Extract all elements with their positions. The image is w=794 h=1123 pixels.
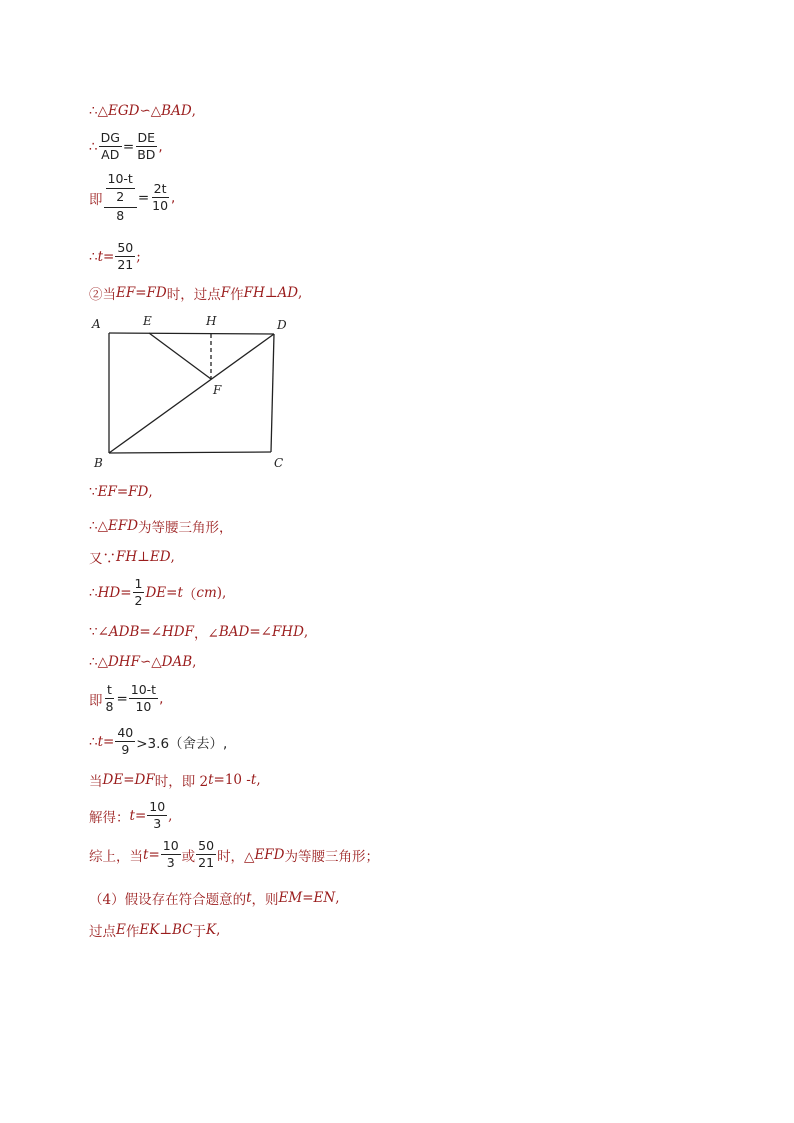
numerator: 1 — [133, 577, 145, 593]
segment-cb — [109, 452, 271, 453]
text: , — [159, 690, 164, 707]
label-e: E — [143, 314, 152, 328]
numerator: 2t — [152, 182, 169, 198]
denominator: 3 — [153, 816, 162, 832]
text: AD — [277, 285, 299, 301]
text: t — [97, 733, 104, 750]
text: cm — [196, 584, 217, 601]
text: DAB — [161, 654, 193, 670]
text: F — [220, 285, 231, 301]
numerator: 40 — [115, 726, 135, 742]
text: 即 — [89, 692, 103, 709]
text: EF — [97, 484, 117, 500]
text: 时，△ — [217, 848, 255, 865]
text: = — [166, 584, 178, 601]
text: BAD — [218, 624, 250, 640]
label-h: H — [206, 314, 217, 328]
numerator: DG — [99, 131, 122, 147]
text: = — [122, 138, 135, 155]
text: , — [216, 922, 221, 938]
text: 作 — [125, 924, 140, 940]
label-a: A — [92, 317, 101, 331]
text: , — [148, 484, 153, 500]
text: EFD — [107, 518, 139, 534]
text: 或 — [181, 848, 196, 865]
text: ∴ — [89, 733, 98, 750]
text: ADB — [108, 624, 140, 640]
text: =10 - — [213, 772, 251, 788]
text: = — [135, 285, 147, 301]
numerator: 50 — [115, 241, 135, 257]
text: =∠ — [139, 624, 163, 640]
text: t — [97, 248, 104, 265]
line-because-ef-fd — [89, 484, 153, 500]
text: = — [148, 846, 160, 863]
line-ratio-1 — [89, 131, 163, 163]
line-part-4 — [89, 888, 340, 908]
text: 又∵ — [89, 551, 116, 567]
denominator: 8 — [116, 207, 125, 223]
text: 时，过点 — [166, 287, 221, 303]
text: , — [191, 103, 196, 119]
rectangle-abcd — [109, 333, 274, 453]
denominator: 2 — [134, 593, 143, 609]
text: DE — [145, 584, 167, 601]
text: ，则 — [251, 892, 279, 908]
line-t-result-1 — [89, 241, 141, 273]
text: 为等腰三角形； — [284, 848, 379, 865]
line-hd-value — [89, 577, 226, 609]
text: ∴△ — [89, 518, 108, 534]
fraction-50-21 — [115, 241, 135, 273]
line-ratio-2 — [89, 683, 163, 715]
text: ⊥ — [159, 922, 173, 938]
denominator: 3 — [166, 855, 175, 871]
text: t — [143, 846, 149, 863]
text: EF — [116, 285, 136, 301]
text: t — [246, 890, 252, 906]
numerator: 10-t — [129, 683, 158, 699]
numerator — [104, 172, 137, 208]
text: 综上，当 — [89, 848, 143, 865]
text: 时，即 2 — [154, 774, 209, 790]
numerator: 50 — [196, 839, 216, 855]
text: （4）假设存在符合题意的 — [89, 892, 247, 908]
text: = — [134, 807, 147, 824]
fraction-dg-ad — [99, 131, 122, 163]
label-d: D — [277, 318, 287, 332]
text: , — [335, 890, 340, 906]
text: , — [298, 285, 303, 301]
line-case-de-df — [89, 770, 261, 790]
text: ; — [136, 248, 141, 265]
text: = — [103, 248, 115, 265]
denominator: BD — [137, 147, 156, 163]
denominator: 8 — [105, 699, 114, 715]
text: EGD — [107, 103, 140, 119]
text: FD — [146, 285, 167, 301]
text: 为等腰三角形， — [138, 520, 233, 536]
line-t-result-2 — [89, 726, 227, 758]
text: ED — [149, 549, 171, 565]
text: ), — [216, 584, 227, 601]
fraction-10-t-10 — [129, 683, 158, 715]
numerator: 10-t — [106, 172, 135, 189]
numerator: DE — [136, 131, 158, 147]
text: >3.6（舍去）, — [136, 735, 228, 752]
text: 作 — [230, 287, 244, 303]
text: 过点 — [89, 924, 116, 940]
text: 当 — [89, 774, 103, 790]
line-similarity-1 — [89, 103, 196, 119]
numerator: t — [105, 683, 114, 699]
text: ∵∠ — [89, 624, 109, 640]
geometry-figure — [88, 312, 308, 477]
text: ∴△ — [89, 103, 108, 119]
text: t — [177, 584, 183, 601]
label-f: F — [213, 383, 222, 397]
text: BAD — [161, 103, 192, 119]
text: E — [116, 922, 126, 938]
text: ∵ — [89, 484, 98, 500]
numerator: 10 — [147, 800, 167, 816]
text: ∴ — [89, 138, 98, 155]
line-similarity-2 — [89, 654, 196, 670]
text: 即 — [89, 191, 103, 208]
text: , — [158, 138, 163, 155]
text: DHF — [107, 654, 140, 670]
text: ∴ — [89, 248, 98, 265]
text: =∠ — [249, 624, 272, 640]
text: ⊥ — [137, 549, 150, 565]
text: EM — [278, 890, 303, 906]
text: t — [250, 772, 257, 788]
fraction-10-3 — [147, 800, 167, 832]
text: FH — [243, 285, 265, 301]
segment-bd — [109, 334, 274, 453]
text: = — [137, 189, 150, 206]
fraction-t-8 — [104, 683, 116, 715]
text: ∽△ — [139, 103, 162, 119]
text: ∽△ — [139, 654, 162, 670]
text: ∴ — [89, 584, 98, 601]
line-case-2 — [89, 283, 302, 303]
label-b: B — [94, 456, 103, 470]
fraction-40-9 — [115, 726, 135, 758]
text: t — [208, 772, 214, 788]
text: , — [256, 772, 261, 788]
text: EN — [313, 890, 336, 906]
text: BC — [172, 922, 193, 938]
line-angle-equalities — [89, 622, 308, 642]
text: EFD — [254, 846, 285, 863]
text: = — [120, 584, 132, 601]
fraction-inner — [106, 172, 135, 205]
label-c: C — [274, 456, 284, 470]
text: = — [116, 484, 129, 500]
fraction-50-21 — [196, 839, 216, 871]
segment-ad — [109, 333, 274, 334]
text: t — [129, 807, 135, 824]
text: , — [170, 549, 175, 565]
text: 解得： — [89, 809, 130, 826]
text: K — [206, 922, 217, 938]
text: = — [116, 690, 128, 707]
text: , — [168, 807, 173, 824]
text: ⊥ — [264, 285, 278, 301]
fraction-1-2 — [133, 577, 145, 609]
line-ek-perp-bc — [89, 920, 220, 940]
numerator: 10 — [161, 839, 181, 855]
fraction-nested — [104, 172, 137, 223]
text: FD — [128, 484, 149, 500]
text: = — [103, 733, 115, 750]
text: , — [192, 654, 197, 670]
line-solution — [89, 800, 172, 832]
denominator: 9 — [121, 742, 130, 758]
text: FHD — [271, 624, 304, 640]
denominator: 10 — [152, 198, 169, 214]
denominator: 21 — [198, 855, 215, 871]
fraction-10-3 — [161, 839, 181, 871]
text: DF — [134, 772, 155, 788]
text: ②当 — [89, 287, 116, 303]
line-equation-nested — [89, 172, 175, 223]
text: , — [171, 189, 176, 206]
line-fh-perp-ed — [89, 547, 175, 567]
denominator: 21 — [117, 257, 134, 273]
text: ∴△ — [89, 654, 108, 670]
text: （ — [182, 586, 197, 603]
segment-dc — [271, 334, 274, 452]
segment-ef — [149, 333, 211, 379]
text: FH — [116, 549, 138, 565]
fraction-2t-10 — [150, 182, 170, 214]
line-isosceles — [89, 516, 233, 536]
text: DE — [102, 772, 124, 788]
text: ，∠ — [194, 626, 219, 642]
text: HD — [97, 584, 121, 601]
line-summary — [89, 839, 379, 871]
denominator: 10 — [135, 699, 152, 715]
text: = — [123, 772, 135, 788]
text: 于 — [192, 924, 207, 940]
denominator: AD — [101, 147, 120, 163]
fraction-de-bd — [135, 131, 157, 163]
denominator: 2 — [116, 189, 125, 205]
text: , — [303, 624, 309, 640]
text: = — [302, 890, 314, 906]
text: EK — [139, 922, 160, 938]
text: HDF — [162, 624, 194, 640]
